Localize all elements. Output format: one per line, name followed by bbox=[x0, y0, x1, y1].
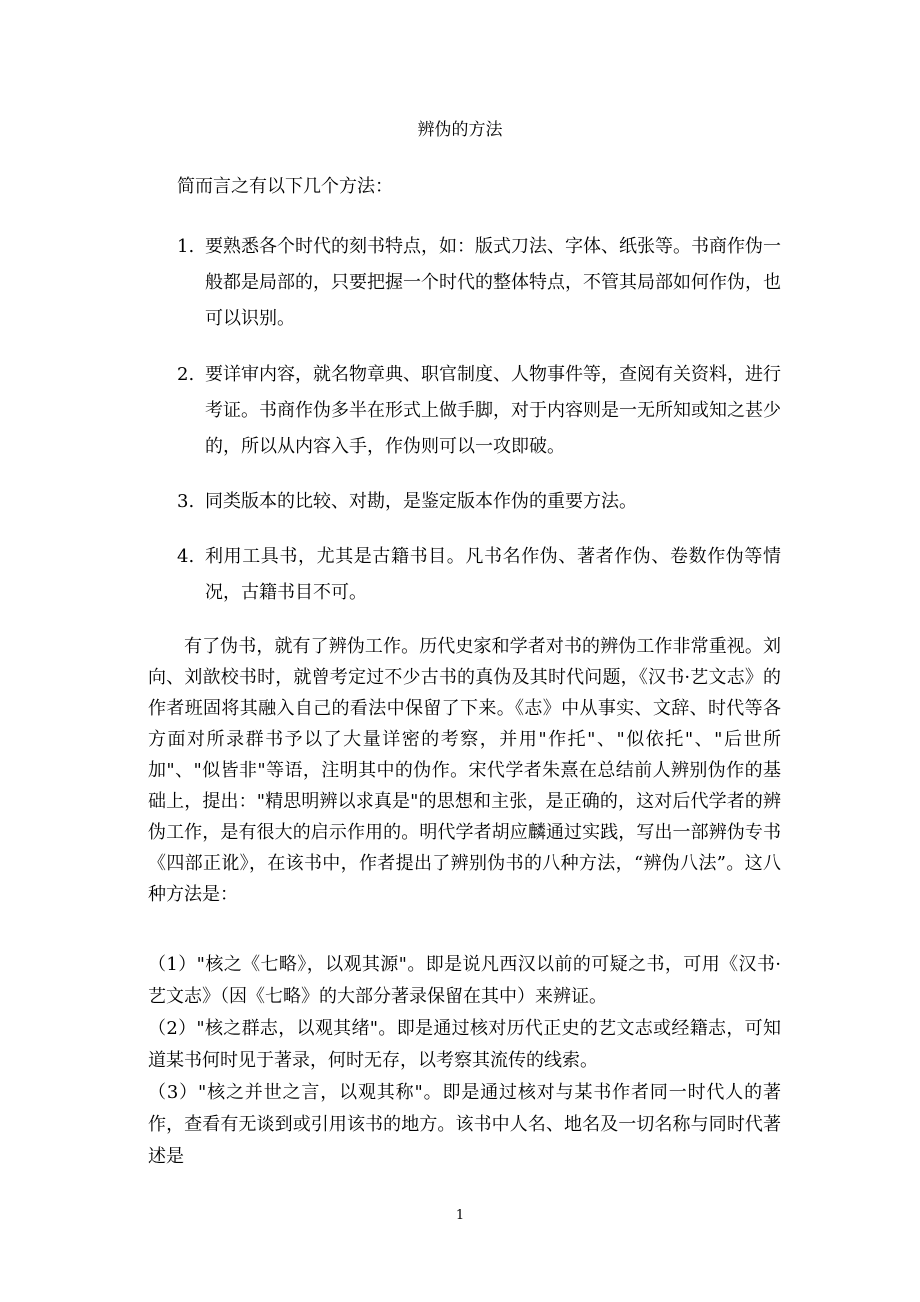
method-text: 要详审内容，就名物章典、职官制度、人物事件等，查阅有关资料，进行考证。书商作伪多半在形式上做手脚，对于内容则是一无所知或知之甚少的，所以从内容入手，作伪则可以一攻即破。 bbox=[205, 364, 781, 457]
method-number: 3. bbox=[177, 491, 195, 512]
intro-text: 简而言之有以下几个方法： bbox=[177, 176, 393, 197]
method-item bbox=[177, 229, 781, 337]
method-number: 4. bbox=[177, 546, 195, 567]
page-number: 1 bbox=[455, 1208, 465, 1223]
method-point-1: （1）"核之《七略》，以观其源"。即是说凡西汉以前的可疑之书，可用《汉书·艺文志》（因《七略》的大部分著录保留在其中）来辨证。 bbox=[148, 954, 781, 1007]
method-text: 要熟悉各个时代的刻书特点，如：版式刀法、字体、纸张等。书商作伪一般都是局部的，只要把握一个时代的整体特点，不管其局部如何作伪，也可以识别。 bbox=[205, 236, 781, 329]
method-item bbox=[177, 484, 781, 520]
body-paragraph: 有了伪书，就有了辨伪工作。历代史家和学者对书的辨伪工作非常重视。刘向、刘歆校书时，就曾考定过不少古书的真伪及其时代问题，《汉书·艺文志》的作者班固将其融入自己的看法中保留了下来。《志》中从事实、文辞、时代等各方面对所录群书予以了大量详密的考察，并用"作托"、"似依托"、"后世所加"、"似皆非"等语，注明其中的伪作。宋代学者朱熹在总结前人辨别伪作的基础上，提出："精思明辨以求真是"的思想和主张，是正确的，这对后代学者的辨伪工作，是有很大的启示作用的。明代学者胡应麟通过实践，写出一部辨伪专书《四部正讹》，在该书中，作者提出了辨别伪书的八种方法，“辨伪八法”。这八种方法是： bbox=[148, 636, 781, 905]
method-number: 1. bbox=[177, 236, 195, 257]
method-item bbox=[177, 539, 781, 611]
method-text: 同类版本的比较、对勘，是鉴定版本作伪的重要方法。 bbox=[205, 491, 637, 512]
method-text: 利用工具书，尤其是古籍书目。凡书名作伪、著者作伪、卷数作伪等情况，古籍书目不可。 bbox=[205, 546, 781, 603]
method-point-3: （3）"核之并世之言，以观其称"。即是通过核对与某书作者同一时代人的著作，查看有无谈到或引用该书的地方。该书中人名、地名及一切名称与同时代著述是 bbox=[148, 1082, 781, 1167]
method-point-2: （2）"核之群志，以观其绪"。即是通过核对历代正史的艺文志或经籍志，可知道某书何时见于著录，何时无存，以考察其流传的线索。 bbox=[148, 1018, 781, 1071]
method-number: 2. bbox=[177, 364, 195, 385]
document-title: 辨伪的方法 bbox=[417, 120, 503, 140]
method-item bbox=[177, 357, 781, 465]
